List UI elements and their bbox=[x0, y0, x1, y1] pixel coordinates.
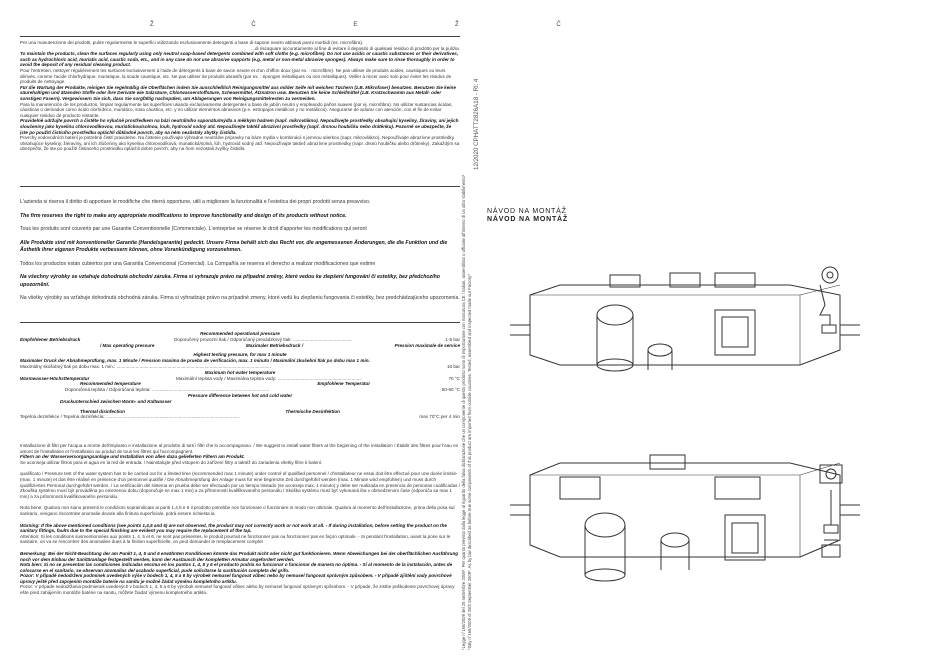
warranty-para: Na všetky výrobky sa vzťahuje dohodnutá obchodná záruka. Firma si vyhradzuje právo na prípadné zmeny, ktoré vedú ku zlepšeniu fungovania či estetiky, bez predchádzajúceho upozornenia. bbox=[20, 295, 460, 301]
accent-letters: Ž Č E Ž Č bbox=[150, 22, 609, 28]
spec-title: Recommended operational pressure bbox=[200, 331, 280, 336]
install-para: Nota bien: Si no se presentan las condiciones indicadas encima en los puntos 1, 4, 5 y 6 el producto podría no funcionar o funcionar de manera no óptima. - Si al momento de la instalación, antes de colocarse en el sanitario, se observan anomalías del acabado superficial, pude solicitarse la sustitución completa del grifo. bbox=[20, 562, 453, 573]
warranty-para: L'azienda si riserva il diritto di apportare le modifiche che riterrà opportune, utili a migliorare la funzionalità e l'estetica dei propri prodotti senza preavviso. bbox=[20, 199, 371, 205]
install-para: Attention: Si les conditions susmentionnées aux points 1, 4, 5 et 6, ne sont pas présentes, le produit pourrait ne fonctionner pas ou fonctionner pas en façon optimale. - Si pendant l'installation, avant la pose sur le sanitaire, on va se rencontrer des anomalies dues à la finition superficielle, on peut demander le remplacement complet bbox=[20, 533, 451, 545]
spec-title: Pressure difference between hot and cold water bbox=[187, 392, 293, 398]
divider bbox=[20, 36, 460, 37]
spec-label: Doporučená teplota / Odporúčaná teplota: ............................................................................................ bbox=[65, 387, 270, 393]
maintenance-para: Pravidelně udržujte povrch a čistěte ho výlučně prostředkem na bázi neutrálního saponátu/mýdla a měkkým hadrem (např. mikrovlákno). Nepoužívejte prostředky obsahující kyseliny, žíraviny, ani jejich sloučeniny jako kyselinu chlorovodíkovou, muriatickou/solnou, louh, hydroxid sodný atd. Nepoužívejte taktéž abrazivní prostředky (např. drsnou houbičku nebo drátěnku). Pozorně se ubezpečte, že jste po použití čisticího prostředku opláchli důkladně povrch, aby na něm nezůstaly zbytky čistidla. bbox=[20, 118, 459, 135]
spec-title: Highest testing pressure, for max 1 minute bbox=[193, 352, 287, 358]
divider bbox=[20, 322, 460, 323]
warranty-para: The firm reserves the right to make any appropriate modifications to improve functionality and design of its products without notice. bbox=[20, 212, 347, 219]
specs-section bbox=[20, 331, 460, 420]
spec-label: / Max operating pressure bbox=[100, 342, 155, 348]
divider bbox=[20, 186, 460, 187]
spec-label: Doporučený provozní tlak / Odporúčaný prevádzkový tlak: .............................................. bbox=[173, 336, 352, 342]
install-para: Pozor: V prípade nedodržania podmienok uvedených v bodoch 1, 4, 5 a 6 by výrobok nemusel fungovať vôbec alebo by nemusel fungovať správnym spôsobom. - V prípade, že zistíte poškodenie povrchovej úpravy ešte pred zahájením montáže batérie na sanitu, môžete žiadať výmenu kompletného artikla. bbox=[20, 584, 455, 596]
spec-label: Tepelná dezinfekce / Tepelná dezinfekcia: ......................................................................................................... bbox=[20, 414, 240, 420]
maintenance-para: Pour l'entretien, nettoyer régulièrement les surfaces exclusivement à l'aide de détergents à base de savon neutre et d'un chiffon doux (par ex. : microfibre). Ne pas utiliser de produits acides, caustiques ou leurs dérivés, comme l'acide chlorhydrique, muriatique, la soude caustique, etc. Ne pas utiliser de produits abrasifs (par ex. : éponges métalliques ou non métalliques). Veiller à rincer avec soin pour éviter les résidus de produits de nettoyage. bbox=[20, 67, 452, 85]
maintenance-para: Para la manutención de los productos, limpiar regularmente las superficies usando exclusivamente detergentes a base de jabón neutro y empleando paños suaves (por ej. microfibra). No utilizar sustancias ácidas, cáusticas o derivados como ácido clorhídrico, muriático, sosa cáustica, etc. y no utilizar elementos abrasivos (p.e. estropajos metálicos y no metálicos). Asegurarse de aclarar con atención, con el fin de evitar cualquier residuo de producto restante. bbox=[20, 101, 453, 118]
install-para: Filtern an der Wasserversorgungsanlage und Installation von allen dazu gelieferten Filtern am Produkt. bbox=[20, 454, 245, 460]
spec-label: Empfohlener Betriebsdruck bbox=[20, 336, 81, 342]
spec-value: 50-60 °C bbox=[441, 387, 460, 393]
spec-label: Recommended temperature bbox=[80, 381, 141, 387]
legal-note: *Legge n°166/2009 del 25 settembre 2009*. Per quanto previsto dalla legge al riguardo della falsa dichiarazione che un componente di questo prodotto sono di importazione con marcatura CE / Italian, assemblato o ufficiale all'interno di un altro stabilimento* bbox=[461, 174, 466, 650]
maintenance-para: To maintain the products, clean the surfaces regularly using only neutral soap-based detergents combined with soft cloths (e.g. microfibre). Do not use acidic or caustic substances or their derivatives, such as hydrochloric acid, muriatic acid, caustic soda, etc., and in any case do not use abrasive supports (e.g. metal or non-metal abrasive sponges). Always make sure to rinse thoroughly in order to avoid the deposit of any residual cleaning product. bbox=[20, 51, 459, 68]
maintenance-section bbox=[20, 40, 460, 172]
spec-label: Thermal disinfection bbox=[80, 408, 125, 414]
install-para: Se aconseja utilizar filtros para el agua en la red de entrada. / Nainstalujte před vstupem do zařízení filtry a taktéž do zariadenia všetky filtre k balení. bbox=[20, 459, 323, 465]
spec-value: max 70°C per 4 min bbox=[419, 414, 460, 420]
top-note: Per una manutenzione dei prodotti, pulire regolarmente le superfici utilizzando esclusivamente detergenti a base di sapone neutro abbinati panni morbidi (es. microfibra). bbox=[20, 40, 364, 45]
install-para: Nota bene: Qualora non siano presenti le condizioni sopraindicate ai punti 1,4,5 e 6 il prodotto potrebbe non funzionare o funzionare in modo non ottimale. Qualora al momento dell'installazione, prima della posa sul sanitario, vengano riscontrate anomalie dovute alla finitura superficiale, potrà essere richiesta la bbox=[20, 505, 455, 516]
spec-label: Thermische Desinfektion bbox=[285, 408, 340, 414]
manual-title-bold: NÁVOD NA MONTÁŽ bbox=[487, 216, 568, 223]
spec-value: 70 °C bbox=[448, 375, 460, 381]
spec-title: Druckunterschied zwischen Warm- und Kaltwasser bbox=[60, 398, 172, 404]
spec-label: Pression maximale de service bbox=[394, 342, 460, 348]
spec-label: Maximální teplota vody / Maximálna teplota vody: .................................................................. bbox=[175, 375, 362, 381]
install-para: qualificato / Pressure test of the water system has to be carried out for a limited time (recommended max 1 minute) under control of qualified personnel / d'installateur ne essai doit être effectué pour une durée limitée (max. 1 minute) et doit être réalisé en présence d'un personnel qualifié / Die Abnahmeprüfung der Anlage muss für eine begrenzte Zeit durchgeführt werden (max. 1 Minute wird empfohlen) und muss durch qualifiziertes Personal durchgeführt werden. / La verificación del sistema en prueba debe ser efectuado por un tiempo limitado (se aconseja max. 1 minuto) y debe ser realizada en presencia de personas cualificadas / Zkouška systému musí být prováděna po omezenou dobu (doporučuje se max 1 min) a za přítomnosti kvalifikovaného personálu / Skúška systému musí byť vykonaná iba v obmedzenom čase (odporúča sa max 1 min) a za prítomnosti kvalifikovaného personálu. bbox=[20, 471, 460, 499]
warranty-section bbox=[20, 199, 460, 319]
spec-value: 1-5 bar bbox=[445, 336, 460, 342]
spec-label: Warmwasser-Höchsttemperatur bbox=[20, 375, 90, 381]
spec-label: Maximálny skúšobný tlak po dobu max. 1 min.: ......................................................................................................................... bbox=[20, 363, 271, 369]
warranty-para: Todos los productos están cubiertos por una Garantía Convencional (Comercial). La Compañía se reserva el derecho a realizar modificaciones que estime bbox=[20, 260, 376, 267]
spec-label: Maximaler Betriebsdruck / bbox=[245, 342, 304, 348]
install-para: Pozor: V případě nedodržení podmínek uvedených výše v bodech 1, 4, 5 a 6 by výrobek nemusel fungovat vůbec nebo by nemusel fungovat správným způsobem. - V případě zjištění vady povrchové úpravy ještě před zapojením montáže baterie na sanitu je možné žádat výměnu kompletního artiklu. bbox=[20, 573, 452, 584]
warranty-para: Tous les produits sont couverts par une Garantie Conventionnelle (Commerciale). L'entreprise se réserve le droit d'apporter les modifications qui seront bbox=[20, 226, 367, 232]
install-para: Warning: If the above mentioned conditions (see points 1,4,5 and 6) are not observed, the product may not correctly work or not work at all. - If during installation, before setting the product on the sanitary fittings, faults due to the special finishing are evident you may require the replacement of the tap. bbox=[20, 522, 447, 534]
install-para: Installazione di filtri per l'acqua a monte dell'impianto e installazione al prodotto di tutti i filtri che lo accompagnano. / We suggest to install water filters at the beginning of the installation / Établir des filtres pour l'eau en amont de l'installation et l'installation au produit de tous les filtres qui l'accompagnent. bbox=[20, 443, 459, 454]
spec-value: 16 bar bbox=[446, 363, 460, 369]
valve-diagram-bottom bbox=[500, 445, 920, 595]
legal-note: *Italy n°166/2009 of 25th September 2009*. As by law described as before true some components of this product are imported from outside countries. Tested, assembled and inspected made our Factory* bbox=[467, 274, 472, 650]
manual-title: NÁVOD NA MONTÁŽ bbox=[487, 208, 567, 215]
spec-title: Maximum hot water temperature bbox=[204, 369, 276, 375]
document-code: 12/2020 CPHATT2826A18 - Rl: 4 bbox=[473, 78, 480, 170]
warranty-para: Alle Produkte sind mit konventioneller Garantie (Handelsgarantie) gedeckt. Unsere Firma behält sich das Recht vor, die angemessenen Änderungen, die die Funktion und die Ästhetik ihrer eigenen Produkte verbessern können, ohne Vorankündigung vorzunehmen. bbox=[20, 239, 448, 253]
maintenance-para: Povrchy vodovodních batérií je potrebné čistiť pravidelne. Na čistenie používajte výhradne neutrálne prípravky na báze mydla v kombinácii s jemnou utierkou (napr. mikrovlákno). Nepoužívajte abrazívne prostriedky obsahujúce kyseliny, žieraviny, ani ich zlúčeniny ako kyselina chlorovodíková, muriatická/solná, lúh, hydroxid sodný atď. Nepoužívajte taktiež abrazívne prostriedky (napr. drsnú houbičku alebo drôtenky). Zakaždým sa ubezpečte, že ste po použití čistiaceho prostriedku opláchli dobre povrch, aby na ňom nezostali zvyšky čistidla. bbox=[20, 135, 460, 152]
spec-label: Empfohlene Temperatur bbox=[317, 381, 370, 387]
warranty-para: Na všechny výrobky se vztahuje dohodnutá obchodní záruka. Firma si vyhrazuje právo na případné změny, které vedou ke zlepšení fungování či estetiky, bez předchozího upozornění. bbox=[20, 274, 440, 288]
installation-notes bbox=[20, 443, 460, 658]
maintenance-para: Für die Wartung der Produkte, reinigen Sie regelmäßig die Oberflächen indem Sie ausschließlich Reinigungsmittel aus milder Seife mit weichen Tüchern (z.B. Mikrofaser) benutzen. Benutzen Sie keine säurehaltigen und ätzenden Stoffe oder ihre Derivate wie Salzsäure, Chlorwasserstoffsäure, Scheuermittel, Ätznatron usw. Benutzen Sie keine Schleifmittel (z.B. Kratzschwamm aus Metall- oder sonstigen Fasern). Vergewissern Sie sich, dass Sie sorgfältig nachspülen, um Ablagerungen von Reinigungsmittelresten zu vermeiden. bbox=[20, 84, 456, 101]
install-para: Bemerkung: Bei der Nicht-Beachtung der am Punkt 1, 4, 5 und 6 erwähnten Konditionen könnte das Produkt nicht oder nicht gut funktionieren. Wenn Abweichungen bei der oberflächlichen Ausführung noch vor dem Einbau der Sanitäranlage festgestellt werden, kann der Austausch der kompletten Armatur angefordert werden. bbox=[20, 550, 459, 562]
valve-diagram-top bbox=[500, 255, 920, 390]
spec-label: Maximaler Druck der Abnahmeprüfung, max. 1 Minute / Pression maxima de prueba de verificación, max. 1 minuto / Maximální zkušební tlak po dobu max 1 min. bbox=[20, 358, 370, 364]
maintenance-para: ...di riscaquare accuratamente al fine di evitare il deposito di qualsiasi residuo di prodotto per la pulizia. bbox=[251, 45, 460, 51]
